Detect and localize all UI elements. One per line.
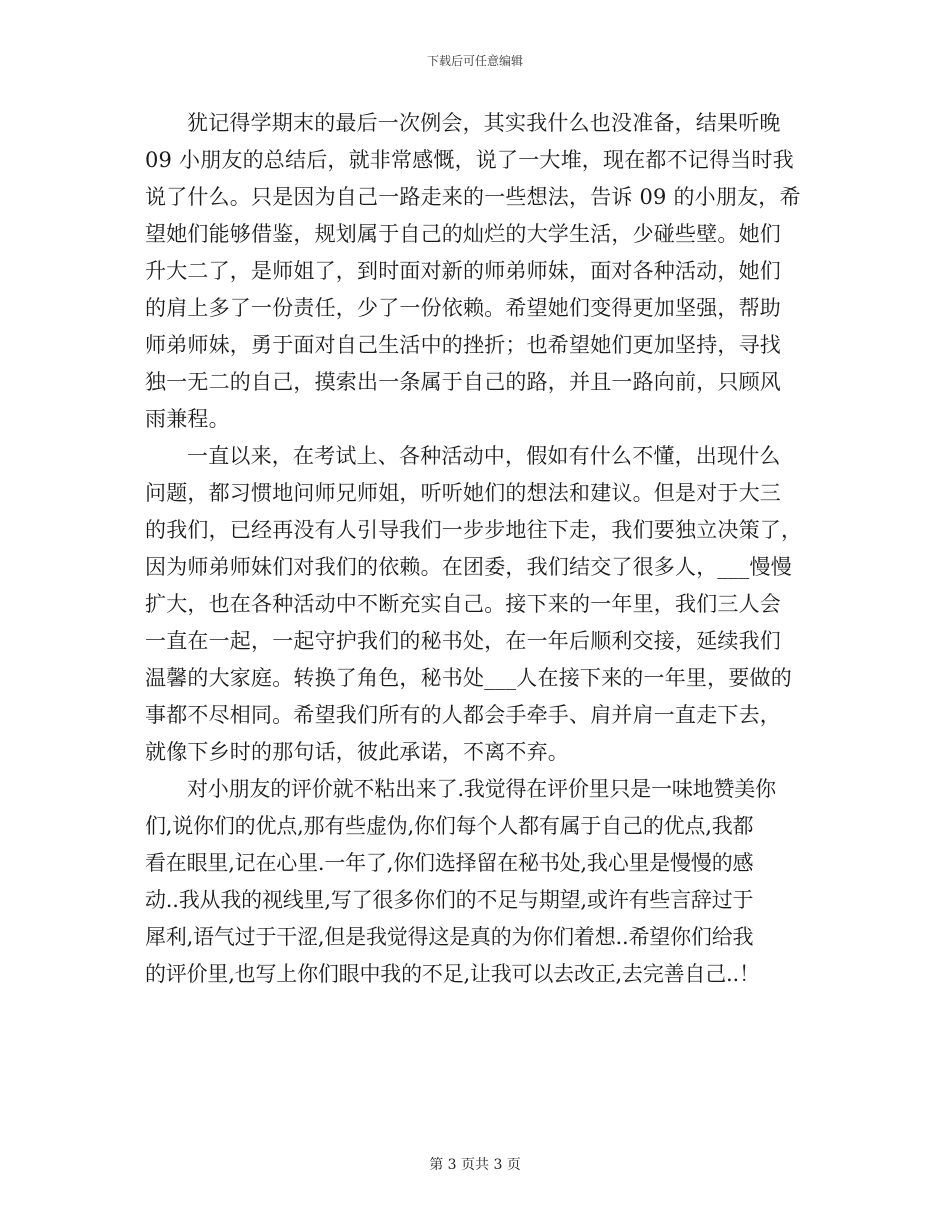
document-body	[145, 105, 805, 993]
paragraph-3	[145, 771, 805, 993]
text-line: 事都不尽相同。希望我们所有的人都会手牵手、肩并肩一直走下去，	[145, 703, 781, 727]
text-line: 们,说你们的优点,那有些虚伪,你们每个人都有属于自己的优点,我都	[145, 814, 754, 838]
text-line: 一直在一起，一起守护我们的秘书处，在一年后顺利交接，延续我们	[145, 629, 781, 653]
text-line: 温馨的大家庭。转换了角色，秘书处___人在接下来的一年里，要做的	[145, 666, 792, 690]
text-line: 因为师弟师妹们对我们的依赖。在团委，我们结交了很多人，___慢慢	[145, 555, 792, 579]
page-header: 下载后可任意编辑	[426, 54, 523, 68]
text-line: 09 小朋友的总结后，就非常感慨，说了一大堆，现在都不记得当时我	[145, 148, 794, 172]
text-line: 独一无二的自己，摸索出一条属于自己的路，并且一路向前，只顾风	[145, 370, 781, 394]
page-footer: 第 3 页共 3 页	[429, 1157, 521, 1173]
text-line: 升大二了，是师姐了，到时面对新的师弟师妹，面对各种活动，她们	[145, 259, 781, 283]
text-line: 一直以来，在考试上、各种活动中，假如有什么不懂，出现什么	[187, 444, 781, 468]
text-line: 说了什么。只是因为自己一路走来的一些想法，告诉 09 的小朋友，希	[145, 185, 801, 209]
text-line: 望她们能够借鉴，规划属于自己的灿烂的大学生活，少碰些壁。她们	[145, 222, 781, 246]
text-line: 师弟师妹，勇于面对自己生活中的挫折；也希望她们更加坚持，寻找	[145, 333, 781, 357]
text-line: 动..我从我的视线里,写了很多你们的不足与期望,或许有些言辞过于	[145, 888, 754, 912]
text-line: 雨兼程。	[145, 407, 230, 431]
text-line: 对小朋友的评价就不粘出来了.我觉得在评价里只是一味地赞美你	[187, 777, 776, 801]
text-line: 的肩上多了一份责任，少了一份依赖。希望她们变得更加坚强，帮助	[145, 296, 781, 320]
text-line: 问题，都习惯地问师兄师姐，听听她们的想法和建议。但是对于大三	[145, 481, 781, 505]
text-line: 犀利,语气过于干涩,但是我觉得这是真的为你们着想..希望你们给我	[145, 925, 754, 949]
text-line: 就像下乡时的那句话，彼此承诺，不离不弃。	[145, 740, 569, 764]
paragraph-2	[145, 438, 805, 771]
paragraph-1	[145, 105, 805, 438]
text-line: 犹记得学期末的最后一次例会，其实我什么也没准备，结果听晚	[187, 111, 781, 135]
text-line: 的我们，已经再没有人引导我们一步步地往下走，我们要独立决策了，	[145, 518, 803, 542]
text-line: 看在眼里,记在心里.一年了,你们选择留在秘书处,我心里是慢慢的感	[145, 851, 754, 875]
text-line: 扩大，也在各种活动中不断充实自己。接下来的一年里，我们三人会	[145, 592, 781, 616]
text-line: 的评价里,也写上你们眼中我的不足,让我可以去改正,去完善自己..！	[145, 962, 760, 986]
